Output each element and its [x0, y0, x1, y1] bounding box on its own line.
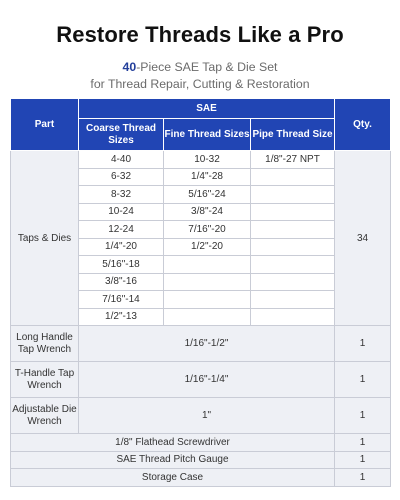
- t-handle-label: T-Handle Tap Wrench: [11, 362, 79, 398]
- parts-table: [10, 98, 391, 487]
- fine-size: 5/16"-24: [164, 186, 251, 204]
- die-wrench-label: Adjustable Die Wrench: [11, 398, 79, 434]
- t-handle-size: 1/16"-1/4": [79, 362, 335, 398]
- pipe-size: [251, 238, 335, 256]
- case-label: Storage Case: [11, 469, 335, 487]
- table-row: [11, 362, 391, 398]
- table-row: [11, 151, 391, 169]
- coarse-size: 12-24: [79, 221, 164, 239]
- fine-size: 1/4"-28: [164, 168, 251, 186]
- coarse-size: 1/2"-13: [79, 308, 164, 326]
- long-handle-qty: 1: [335, 326, 391, 362]
- taps-dies-qty: 34: [335, 151, 391, 326]
- coarse-size: 1/4"-20: [79, 238, 164, 256]
- header-sae: SAE: [79, 99, 335, 119]
- header-pipe: Pipe Thread Size: [251, 119, 335, 151]
- fine-size: 7/16"-20: [164, 221, 251, 239]
- page-subtitle: [0, 59, 400, 93]
- die-wrench-size: 1": [79, 398, 335, 434]
- die-wrench-qty: 1: [335, 398, 391, 434]
- pipe-size: [251, 256, 335, 274]
- long-handle-label: Long Handle Tap Wrench: [11, 326, 79, 362]
- long-handle-size: 1/16"-1/2": [79, 326, 335, 362]
- pipe-size: [251, 168, 335, 186]
- piece-count: 40: [122, 60, 137, 74]
- header-fine: Fine Thread Sizes: [164, 119, 251, 151]
- case-qty: 1: [335, 469, 391, 487]
- fine-size: [164, 273, 251, 291]
- coarse-size: 4-40: [79, 151, 164, 169]
- taps-dies-label: Taps & Dies: [11, 151, 79, 326]
- header-coarse: Coarse Thread Sizes: [79, 119, 164, 151]
- table-row: [11, 326, 391, 362]
- header-qty: Qty.: [335, 99, 391, 151]
- header-part: Part: [11, 99, 79, 151]
- coarse-size: 10-24: [79, 203, 164, 221]
- fine-size: 1/2"-20: [164, 238, 251, 256]
- screwdriver-label: 1/8" Flathead Screwdriver: [11, 434, 335, 452]
- subtitle-rest: -Piece SAE Tap & Die Set: [136, 60, 278, 74]
- pipe-size: [251, 308, 335, 326]
- fine-size: 10-32: [164, 151, 251, 169]
- fine-size: [164, 308, 251, 326]
- coarse-size: 7/16"-14: [79, 291, 164, 309]
- fine-size: [164, 291, 251, 309]
- table-row: [11, 469, 391, 487]
- header: [0, 0, 400, 93]
- pipe-size: [251, 221, 335, 239]
- coarse-size: 6-32: [79, 168, 164, 186]
- screwdriver-qty: 1: [335, 434, 391, 452]
- coarse-size: 3/8"-16: [79, 273, 164, 291]
- pipe-size: [251, 273, 335, 291]
- table-row: [11, 398, 391, 434]
- gauge-label: SAE Thread Pitch Gauge: [11, 451, 335, 469]
- gauge-qty: 1: [335, 451, 391, 469]
- coarse-size: 5/16"-18: [79, 256, 164, 274]
- coarse-size: 8-32: [79, 186, 164, 204]
- pipe-size: 1/8"-27 NPT: [251, 151, 335, 169]
- pipe-size: [251, 203, 335, 221]
- table-row: [11, 451, 391, 469]
- pipe-size: [251, 291, 335, 309]
- subtitle-line2: for Thread Repair, Cutting & Restoration: [90, 77, 310, 91]
- t-handle-qty: 1: [335, 362, 391, 398]
- table-row: [11, 434, 391, 452]
- page-title: Restore Threads Like a Pro: [56, 22, 344, 47]
- fine-size: [164, 256, 251, 274]
- fine-size: 3/8"-24: [164, 203, 251, 221]
- pipe-size: [251, 186, 335, 204]
